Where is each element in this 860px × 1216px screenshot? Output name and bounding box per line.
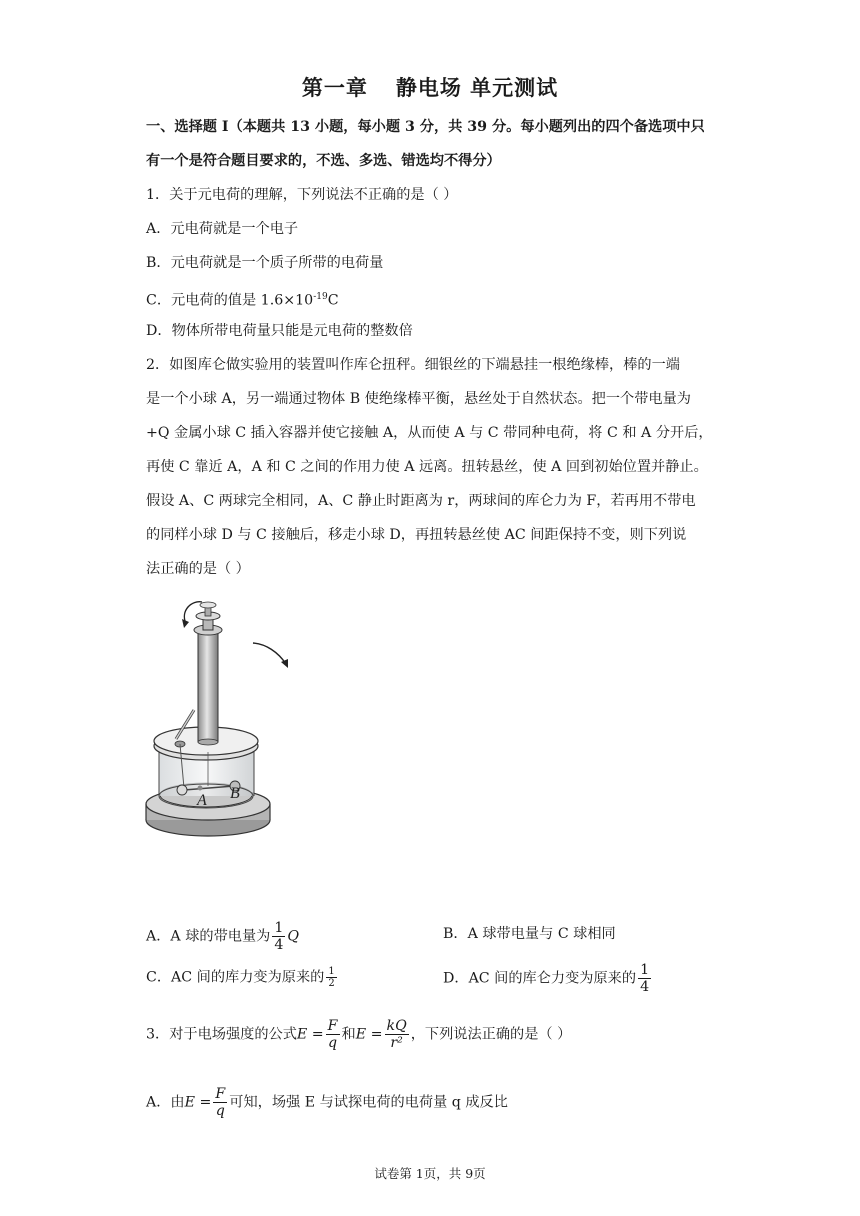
rotation-direction-arrow (250, 638, 292, 670)
q2-stem-line3: +Q 金属小球 C 插入容器并使它接触 A，从而使 A 与 C 带同种电荷，将 C 和 A 分开后， (146, 425, 713, 441)
page-title (0, 72, 860, 102)
q2-stem-line6: 的同样小球 D 与 C 接触后，移走小球 D，再扭转悬丝使 AC 间距保持不变，则下列说 (146, 527, 687, 543)
q2-stem-line7: 法正确的是（ ） (146, 561, 250, 577)
title-subject: 静电场 单元测试 (395, 75, 559, 100)
q2-stem-line1: 2．如图库仑做实验用的装置叫作库仑扭秤。细银丝的下端悬挂一根绝缘棒，棒的一端 (146, 357, 680, 373)
q3-option-a: A．由E = $\frac{F}{q}$ 可知，场强 E 与试探电荷的电荷量 q 成反比 (146, 1086, 508, 1119)
ball-b-label: B (230, 785, 240, 802)
q2-option-d: D．AC 间的库仑力变为原来的 $\frac{1}{4}$ (443, 962, 650, 995)
q2-option-a: A．A 球的带电量为 $\frac{1}{4}$ Q (146, 920, 299, 953)
page-footer: 试卷第 1页，共 9页 (374, 1166, 486, 1181)
q1-option-d: D．物体所带电荷量只能是元电荷的整数倍 (146, 323, 413, 339)
q2-stem-line2: 是一个小球 A，另一端通过物体 B 使绝缘棒平衡，悬丝处于自然状态。把一个带电量为 (146, 391, 691, 407)
ball-a-label: A (197, 792, 207, 809)
torsion-balance-figure (140, 592, 315, 860)
q3-stem: 3．对于电场强度的公式E = $\frac{F}{q}$ 和E = $\frac{kQ}{\text{r²}}$ ，下列说法正确的是（ ） (146, 1018, 572, 1051)
section-heading-line1: 一、选择题 I（本题共 13 小题，每小题 3 分，共 39 分。每小题列出的四个备选项中只 (146, 119, 705, 135)
q2-option-b: B．A 球带电量与 C 球相同 (443, 926, 616, 942)
title-chapter: 第一章 (301, 75, 368, 100)
q1-option-a: A．元电荷就是一个电子 (146, 221, 299, 237)
section-heading-line2: 有一个是符合题目要求的，不选、多选、错选均不得分） (146, 153, 501, 169)
q1-stem: 1．关于元电荷的理解，下列说法不正确的是（ ） (146, 187, 458, 203)
q1-option-c: C．元电荷的值是 $1.6\times 10^{-19}C$ (146, 292, 339, 309)
q1-option-b: B．元电荷就是一个质子所带的电荷量 (146, 255, 384, 271)
q2-option-c: C．AC 间的库力变为原来的 $\frac{1}{2}$ (146, 966, 335, 989)
q2-stem-line5: 假设 A、C 两球完全相同，A、C 静止时距离为 r，两球间的库仑力为 F，若再用不带电 (146, 493, 696, 509)
q2-stem-line4: 再使 C 靠近 A，A 和 C 之间的作用力使 A 远离。扭转悬丝，使 A 回到初始位置并静止。 (146, 459, 708, 475)
